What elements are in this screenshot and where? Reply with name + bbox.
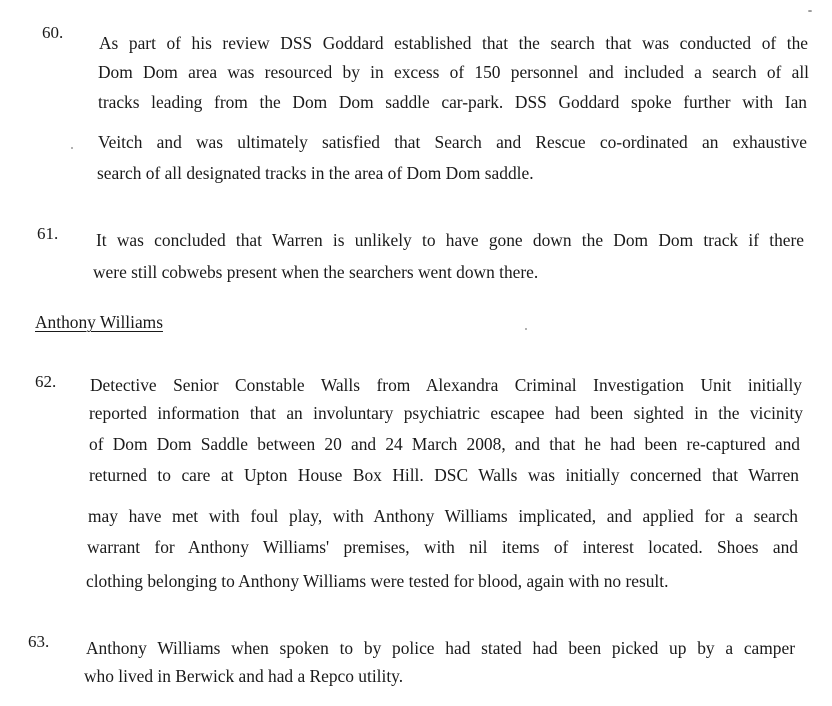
paragraph-number: 61. (37, 224, 59, 243)
paragraph-line: reported information that an involuntary psychiatric escapee had been sighted in the vicinity (89, 403, 803, 423)
paragraph-line: of Dom Dom Saddle between 20 and 24 March 2008, and that he had been re-captured and (89, 434, 800, 454)
paragraph-number: 63. (28, 632, 50, 651)
paragraph-line: Detective Senior Constable Walls from Alexandra Criminal Investigation Unit initially (90, 375, 802, 395)
paragraph-line: warrant for Anthony Williams' premises, with nil items of interest located. Shoes and (87, 537, 798, 557)
scan-speck (71, 147, 73, 149)
paragraph-line: Veitch and was ultimately satisfied that Search and Rescue co-ordinated an exhaustive (98, 132, 807, 152)
paragraph-line: search of all designated tracks in the area of Dom Dom saddle. (97, 163, 534, 183)
paragraph-line: were still cobwebs present when the searchers went down there. (93, 262, 539, 282)
scan-speck (808, 10, 812, 12)
paragraph-line: returned to care at Upton House Box Hill. DSC Walls was initially concerned that Warren (89, 465, 799, 485)
paragraph-line: who lived in Berwick and had a Repco utility. (84, 666, 404, 686)
paragraph-line: tracks leading from the Dom Dom saddle car-park. DSS Goddard spoke further with Ian (98, 92, 807, 112)
paragraph-number: 62. (35, 372, 57, 391)
paragraph-line: Anthony Williams when spoken to by police had stated had been picked up by a camper (86, 638, 795, 658)
paragraph-line: clothing belonging to Anthony Williams were tested for blood, again with no result. (86, 571, 669, 591)
paragraph-number: 60. (42, 23, 64, 42)
paragraph-line: Dom Dom area was resourced by in excess of 150 personnel and included a search of all (98, 62, 809, 82)
scan-speck (525, 328, 527, 330)
paragraph-line: may have met with foul play, with Anthony Williams implicated, and applied for a search (88, 506, 798, 526)
section-heading: Anthony Williams (35, 312, 163, 332)
paragraph-line: It was concluded that Warren is unlikely to have gone down the Dom Dom track if there (96, 230, 804, 250)
paragraph-line: As part of his review DSS Goddard established that the search that was conducted of the (99, 33, 808, 53)
